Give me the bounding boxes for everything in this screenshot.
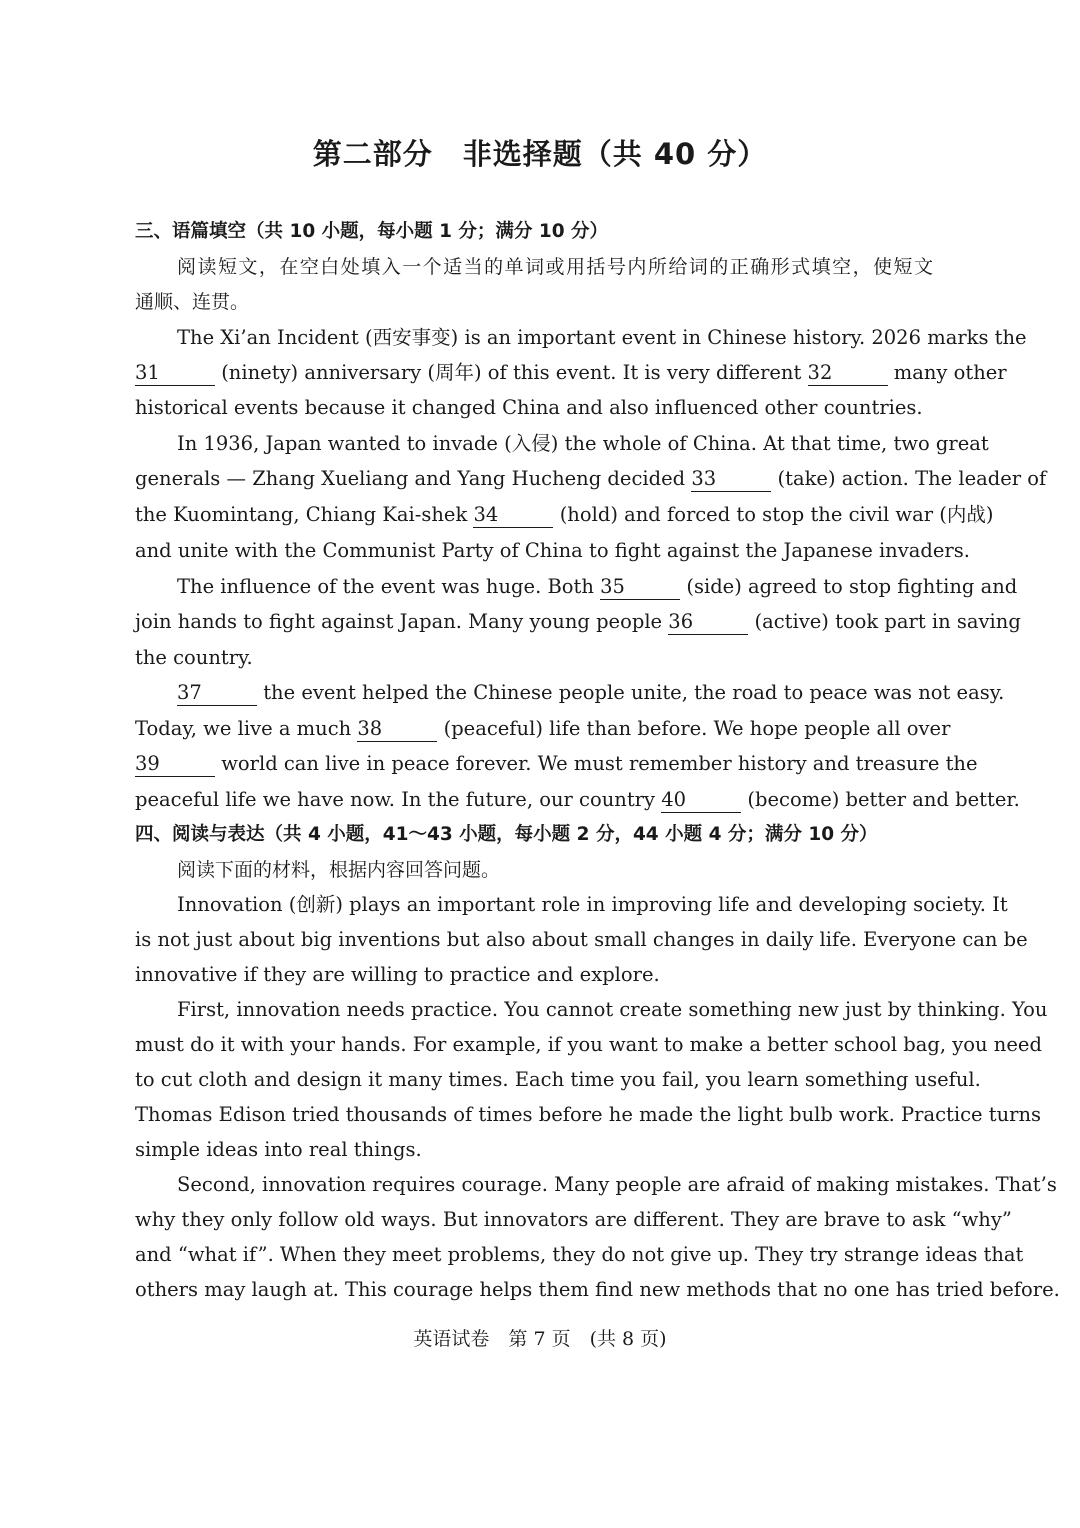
text-segment: (become) better and better. xyxy=(747,788,1020,811)
text-segment: world can live in peace forever. We must remember history and treasure the xyxy=(221,752,978,775)
passage2-paragraph3-line1: Second, innovation requires courage. Many people are afraid of making mistakes. That’s xyxy=(177,1173,1057,1196)
page-footer: 英语试卷 第 7 页 (共 8 页) xyxy=(413,1328,667,1350)
passage1-paragraph3-line1 xyxy=(177,573,1018,601)
section4-instruction: 阅读下面的材料，根据内容回答问题。 xyxy=(177,859,501,881)
passage2-paragraph1-line1: Innovation (创新) plays an important role in improving life and developing society. It xyxy=(177,893,1008,916)
answer-blank-31[interactable]: 31 xyxy=(135,361,215,386)
answer-blank-35[interactable]: 35 xyxy=(600,575,680,600)
passage2-paragraph2-line2: must do it with your hands. For example, if you want to make a better school bag, you need xyxy=(135,1033,1042,1056)
passage2-paragraph2-line5: simple ideas into real things. xyxy=(135,1138,422,1161)
text-segment: peaceful life we have now. In the future, our country xyxy=(135,788,655,811)
text-segment: (peaceful) life than before. We hope people all over xyxy=(443,717,951,740)
passage1-paragraph2-line2 xyxy=(135,465,1047,493)
text-segment: (take) action. The leader of xyxy=(777,467,1047,490)
passage1-paragraph4-line1 xyxy=(177,679,1005,707)
text-segment: Today, we live a much xyxy=(135,717,352,740)
section3-instruction-line1: 阅读短文，在空白处填入一个适当的单词或用括号内所给词的正确形式填空，使短文 xyxy=(177,256,933,278)
text-segment: (side) agreed to stop fighting and xyxy=(686,575,1018,598)
passage2-paragraph3-line2: why they only follow old ways. But innovators are different. They are brave to ask “why” xyxy=(135,1208,1012,1231)
section4-heading: 四、阅读与表达（共 4 小题，41～43 小题，每小题 2 分，44 小题 4 分；满分 10 分） xyxy=(135,824,878,845)
answer-blank-39[interactable]: 39 xyxy=(135,752,215,777)
passage1-paragraph2-line3 xyxy=(135,501,994,529)
passage1-paragraph2-line1: In 1936, Japan wanted to invade (入侵) the whole of China. At that time, two great xyxy=(177,432,989,455)
passage1-paragraph1-line2 xyxy=(135,359,1007,387)
answer-blank-32[interactable]: 32 xyxy=(808,361,888,386)
passage1-paragraph4-line4 xyxy=(135,786,1020,814)
text-segment: (active) took part in saving xyxy=(754,610,1021,633)
passage2-paragraph3-line4: others may laugh at. This courage helps them find new methods that no one has tried before. xyxy=(135,1278,1060,1301)
passage1-paragraph3-line3: the country. xyxy=(135,646,253,669)
passage2-paragraph2-line3: to cut cloth and design it many times. Each time you fail, you learn something useful. xyxy=(135,1068,981,1091)
passage2-paragraph3-line3: and “what if”. When they meet problems, they do not give up. They try strange ideas that xyxy=(135,1243,1024,1266)
page-title: 第二部分 非选择题（共 40 分） xyxy=(312,137,768,171)
passage2-paragraph1-line2: is not just about big inventions but also about small changes in daily life. Everyone can be xyxy=(135,928,1028,951)
text-segment: (hold) and forced to stop the civil war (内战) xyxy=(559,503,994,526)
text-segment: the event helped the Chinese people unite, the road to peace was not easy. xyxy=(263,681,1005,704)
text-segment: join hands to fight against Japan. Many young people xyxy=(135,610,663,633)
answer-blank-34[interactable]: 34 xyxy=(473,503,553,528)
answer-blank-38[interactable]: 38 xyxy=(357,717,437,742)
text-segment: (ninety) anniversary (周年) of this event. It is very different xyxy=(221,361,802,384)
passage2-paragraph2-line4: Thomas Edison tried thousands of times before he made the light bulb work. Practice turns xyxy=(135,1103,1042,1126)
text-segment: The influence of the event was huge. Both xyxy=(177,575,594,598)
passage1-paragraph4-line3 xyxy=(135,750,978,778)
passage2-paragraph2-line1: First, innovation needs practice. You cannot create something new just by thinking. You xyxy=(177,998,1048,1021)
answer-blank-37[interactable]: 37 xyxy=(177,681,257,706)
answer-blank-36[interactable]: 36 xyxy=(668,610,748,635)
section3-instruction-line2: 通顺、连贯。 xyxy=(135,291,250,313)
passage1-paragraph4-line2 xyxy=(135,715,951,743)
answer-blank-33[interactable]: 33 xyxy=(691,467,771,492)
passage1-paragraph1-line1: The Xi’an Incident (西安事变) is an important event in Chinese history. 2026 marks the xyxy=(177,326,1027,349)
passage1-paragraph1-line3: historical events because it changed China and also influenced other countries. xyxy=(135,396,923,419)
text-segment: the Kuomintang, Chiang Kai-shek xyxy=(135,503,468,526)
text-segment: many other xyxy=(893,361,1007,384)
text-segment: generals — Zhang Xueliang and Yang Hucheng decided xyxy=(135,467,686,490)
answer-blank-40[interactable]: 40 xyxy=(661,788,741,813)
passage2-paragraph1-line3: innovative if they are willing to practice and explore. xyxy=(135,963,660,986)
passage1-paragraph3-line2 xyxy=(135,608,1021,636)
passage1-paragraph2-line4: and unite with the Communist Party of China to fight against the Japanese invaders. xyxy=(135,539,970,562)
section3-heading: 三、语篇填空（共 10 小题，每小题 1 分；满分 10 分） xyxy=(135,221,609,242)
